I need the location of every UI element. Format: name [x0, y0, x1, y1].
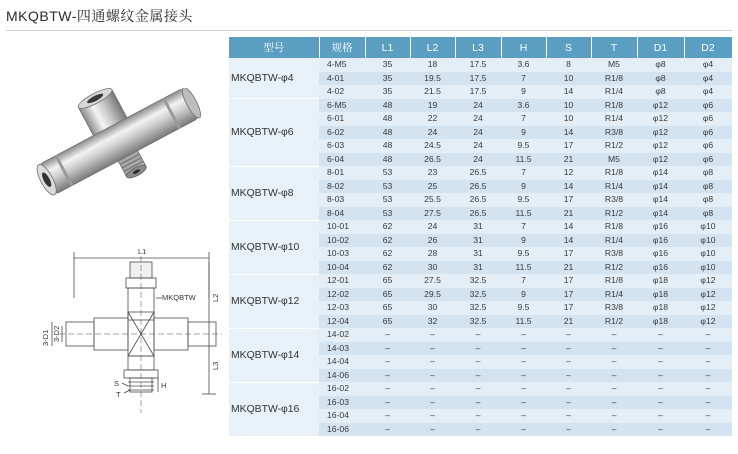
table-cell: 32.5 [455, 301, 501, 315]
table-cell: – [684, 423, 732, 437]
table-cell: – [684, 382, 732, 396]
spec-code-cell: 12-03 [319, 301, 365, 315]
table-cell: – [455, 396, 501, 410]
table-cell: 9.5 [501, 301, 546, 315]
table-row [229, 328, 732, 342]
table-cell: – [365, 328, 410, 342]
table-cell: 24 [455, 112, 501, 126]
table-cell: 32.5 [455, 315, 501, 329]
table-cell: 3.6 [501, 58, 546, 72]
table-cell: 53 [365, 166, 410, 180]
table-cell: φ14 [637, 207, 684, 221]
table-cell: – [365, 382, 410, 396]
spec-code-cell: 4-02 [319, 85, 365, 99]
table-cell: 48 [365, 126, 410, 140]
table-cell: R1/4 [591, 85, 637, 99]
spec-code-cell: 14-02 [319, 328, 365, 342]
table-cell: – [410, 423, 455, 437]
table-cell: 17.5 [455, 58, 501, 72]
table-cell: 7 [501, 166, 546, 180]
table-body [229, 58, 732, 436]
table-cell: 17.5 [455, 72, 501, 86]
table-cell: 30 [410, 301, 455, 315]
table-cell: 14 [546, 220, 591, 234]
table-cell: φ18 [637, 315, 684, 329]
spec-code-cell: 10-01 [319, 220, 365, 234]
table-cell: – [637, 396, 684, 410]
dim-t-label: T [116, 390, 121, 399]
spec-code-cell: 6-M5 [319, 99, 365, 113]
table-cell: 53 [365, 207, 410, 221]
table-cell: φ10 [684, 261, 732, 275]
model-cell: MKQBTW-φ10 [229, 220, 319, 274]
title-divider [6, 30, 732, 31]
table-cell: – [410, 355, 455, 369]
table-cell: 48 [365, 112, 410, 126]
table-cell: φ12 [637, 99, 684, 113]
table-cell: 24 [410, 220, 455, 234]
table-cell: φ10 [684, 247, 732, 261]
table-cell: 14 [546, 234, 591, 248]
table-cell: 24 [455, 126, 501, 140]
table-cell: φ12 [684, 301, 732, 315]
table-cell: – [591, 409, 637, 423]
table-cell: 26.5 [455, 166, 501, 180]
table-cell: – [637, 409, 684, 423]
table-cell: 17 [546, 274, 591, 288]
table-cell: φ12 [637, 112, 684, 126]
table-cell: φ12 [637, 139, 684, 153]
table-cell: – [591, 369, 637, 383]
table-cell: – [365, 355, 410, 369]
table-cell: φ18 [637, 288, 684, 302]
table-cell: 14 [546, 180, 591, 194]
table-cell: 48 [365, 139, 410, 153]
table-cell: 31 [455, 234, 501, 248]
table-cell: R3/8 [591, 301, 637, 315]
table-cell: φ6 [684, 139, 732, 153]
table-cell: 48 [365, 153, 410, 167]
table-cell: – [546, 342, 591, 356]
table-cell: φ16 [637, 247, 684, 261]
table-cell: 62 [365, 247, 410, 261]
table-cell: 7 [501, 112, 546, 126]
table-cell: 17 [546, 139, 591, 153]
table-cell: φ16 [637, 220, 684, 234]
column-header: L3 [455, 37, 501, 58]
table-cell: – [455, 423, 501, 437]
table-cell: 18 [410, 58, 455, 72]
table-cell: φ8 [684, 193, 732, 207]
table-cell: 8 [546, 58, 591, 72]
table-cell: – [637, 328, 684, 342]
table-cell: R1/4 [591, 112, 637, 126]
table-cell: – [455, 369, 501, 383]
column-header: L1 [365, 37, 410, 58]
table-row [229, 274, 732, 288]
table-cell: – [455, 328, 501, 342]
table-cell: 31 [455, 247, 501, 261]
table-cell: 65 [365, 288, 410, 302]
table-cell: 24.5 [410, 139, 455, 153]
spec-code-cell: 14-03 [319, 342, 365, 356]
spec-code-cell: 12-01 [319, 274, 365, 288]
table-cell: φ6 [684, 126, 732, 140]
table-cell: – [410, 396, 455, 410]
spec-code-cell: 10-04 [319, 261, 365, 275]
table-cell: 27.5 [410, 207, 455, 221]
table-cell: φ6 [684, 112, 732, 126]
table-cell: 17 [546, 247, 591, 261]
table-cell: 10 [546, 112, 591, 126]
table-cell: 21 [546, 207, 591, 221]
model-cell: MKQBTW-φ14 [229, 328, 319, 382]
column-header: H [501, 37, 546, 58]
column-header: L2 [410, 37, 455, 58]
spec-code-cell: 6-02 [319, 126, 365, 140]
table-cell: – [591, 423, 637, 437]
spec-code-cell: 10-03 [319, 247, 365, 261]
table-cell: – [684, 342, 732, 356]
table-header-row [229, 37, 732, 58]
table-cell: R1/4 [591, 288, 637, 302]
table-cell: 28 [410, 247, 455, 261]
spec-table [229, 37, 733, 437]
table-cell: 9 [501, 288, 546, 302]
table-cell: 24 [455, 153, 501, 167]
table-cell: φ12 [684, 315, 732, 329]
table-cell: φ14 [637, 180, 684, 194]
table-cell: – [410, 328, 455, 342]
table-cell: R1/2 [591, 139, 637, 153]
table-cell: R3/8 [591, 193, 637, 207]
table-cell: – [591, 382, 637, 396]
table-cell: – [455, 342, 501, 356]
table-cell: φ14 [637, 193, 684, 207]
table-cell: 21 [546, 315, 591, 329]
spec-code-cell: 8-02 [319, 180, 365, 194]
table-row [229, 58, 732, 72]
table-cell: 17 [546, 288, 591, 302]
table-cell: 3.6 [501, 99, 546, 113]
table-cell: 25.5 [410, 193, 455, 207]
table-cell: – [410, 369, 455, 383]
table-cell: – [455, 355, 501, 369]
column-header: 规格 [319, 37, 365, 58]
table-cell: – [501, 423, 546, 437]
table-cell: 30 [410, 261, 455, 275]
column-header: 型号 [229, 37, 319, 58]
table-cell: 32 [410, 315, 455, 329]
spec-code-cell: 6-01 [319, 112, 365, 126]
table-cell: 21.5 [410, 85, 455, 99]
table-cell: – [684, 328, 732, 342]
table-cell: – [546, 382, 591, 396]
table-cell: – [365, 396, 410, 410]
table-cell: 65 [365, 315, 410, 329]
table-cell: φ6 [684, 153, 732, 167]
table-cell: 21 [546, 153, 591, 167]
table-cell: 26.5 [455, 207, 501, 221]
table-cell: 26.5 [455, 180, 501, 194]
table-cell: – [546, 423, 591, 437]
table-cell: R1/8 [591, 220, 637, 234]
table-cell: 53 [365, 193, 410, 207]
spec-code-cell: 12-02 [319, 288, 365, 302]
table-cell: 26.5 [410, 153, 455, 167]
table-cell: 48 [365, 99, 410, 113]
spec-code-cell: 4-01 [319, 72, 365, 86]
dim-s-label: S [114, 379, 120, 388]
table-cell: 26 [410, 234, 455, 248]
table-cell: 25 [410, 180, 455, 194]
spec-code-cell: 8-01 [319, 166, 365, 180]
spec-code-cell: 6-03 [319, 139, 365, 153]
table-cell: – [684, 369, 732, 383]
model-cell: MKQBTW-φ6 [229, 99, 319, 167]
table-row [229, 382, 732, 396]
dim-l1-label: L1 [138, 247, 147, 256]
table-cell: φ4 [684, 72, 732, 86]
table-cell: – [684, 409, 732, 423]
column-header: S [546, 37, 591, 58]
table-cell: 32.5 [455, 274, 501, 288]
table-cell: – [365, 342, 410, 356]
table-cell: 35 [365, 58, 410, 72]
table-cell: M5 [591, 58, 637, 72]
table-cell: 26.5 [455, 193, 501, 207]
table-cell: – [637, 423, 684, 437]
table-cell: – [365, 409, 410, 423]
table-cell: – [546, 355, 591, 369]
table-cell: R3/8 [591, 247, 637, 261]
table-cell: 17 [546, 193, 591, 207]
table-cell: – [455, 409, 501, 423]
table-cell: 27.5 [410, 274, 455, 288]
table-cell: 11.5 [501, 315, 546, 329]
table-cell: 65 [365, 301, 410, 315]
table-cell: φ10 [684, 220, 732, 234]
table-cell: 11.5 [501, 207, 546, 221]
table-cell: – [684, 355, 732, 369]
table-cell: 10 [546, 72, 591, 86]
table-cell: – [501, 355, 546, 369]
table-cell: R1/8 [591, 274, 637, 288]
table-cell: – [501, 382, 546, 396]
table-cell: 31 [455, 261, 501, 275]
spec-code-cell: 6-04 [319, 153, 365, 167]
table-cell: – [501, 409, 546, 423]
table-cell: 17.5 [455, 85, 501, 99]
table-cell: 7 [501, 220, 546, 234]
table-cell: φ12 [684, 274, 732, 288]
table-cell: 29.5 [410, 288, 455, 302]
column-header: D1 [637, 37, 684, 58]
table-cell: φ12 [637, 126, 684, 140]
table-cell: – [637, 382, 684, 396]
column-header: D2 [684, 37, 732, 58]
spec-code-cell: 8-04 [319, 207, 365, 221]
model-cell: MKQBTW-φ12 [229, 274, 319, 328]
table-cell: – [637, 342, 684, 356]
table-row [229, 220, 732, 234]
table-cell: 62 [365, 261, 410, 275]
spec-code-cell: 4-M5 [319, 58, 365, 72]
table-row [229, 99, 732, 113]
spec-code-cell: 8-03 [319, 193, 365, 207]
table-cell: – [591, 342, 637, 356]
table-cell: φ8 [684, 207, 732, 221]
column-header: T [591, 37, 637, 58]
table-cell: φ4 [684, 58, 732, 72]
spec-code-cell: 14-04 [319, 355, 365, 369]
table-cell: φ8 [637, 58, 684, 72]
table-cell: 35 [365, 72, 410, 86]
spec-code-cell: 12-04 [319, 315, 365, 329]
table-cell: R1/2 [591, 261, 637, 275]
table-cell: 9.5 [501, 139, 546, 153]
table-cell: φ10 [684, 234, 732, 248]
dim-l3-label: L3 [211, 361, 220, 370]
product-photo [30, 88, 210, 203]
table-cell: 14 [546, 85, 591, 99]
table-cell: M5 [591, 153, 637, 167]
spec-code-cell: 16-04 [319, 409, 365, 423]
table-cell: φ18 [637, 274, 684, 288]
technical-drawing [4, 238, 229, 448]
part-label: MKQBTW [162, 293, 196, 302]
table-cell: 65 [365, 274, 410, 288]
table-cell: 62 [365, 234, 410, 248]
table-cell: φ16 [637, 261, 684, 275]
model-cell: MKQBTW-φ8 [229, 166, 319, 220]
table-cell: φ14 [637, 166, 684, 180]
table-cell: 9 [501, 85, 546, 99]
dim-d2-label: 3-D2 [52, 325, 61, 342]
table-cell: 24 [455, 99, 501, 113]
spec-code-cell: 16-02 [319, 382, 365, 396]
table-cell: – [410, 382, 455, 396]
spec-code-cell: 16-06 [319, 423, 365, 437]
table-cell: – [410, 342, 455, 356]
table-cell: 12 [546, 166, 591, 180]
table-cell: 14 [546, 126, 591, 140]
table-cell: 10 [546, 99, 591, 113]
table-cell: φ8 [684, 166, 732, 180]
table-cell: 9 [501, 234, 546, 248]
table-cell: 9.5 [501, 247, 546, 261]
table-cell: – [546, 396, 591, 410]
table-cell: 35 [365, 85, 410, 99]
table-cell: R1/8 [591, 99, 637, 113]
table-cell: 32.5 [455, 288, 501, 302]
table-cell: φ8 [637, 72, 684, 86]
table-cell: 62 [365, 220, 410, 234]
table-cell: φ4 [684, 85, 732, 99]
table-cell: R1/4 [591, 180, 637, 194]
table-cell: R1/4 [591, 234, 637, 248]
spec-code-cell: 10-02 [319, 234, 365, 248]
table-cell: 31 [455, 220, 501, 234]
table-cell: – [410, 409, 455, 423]
table-cell: – [546, 369, 591, 383]
table-cell: 19.5 [410, 72, 455, 86]
table-cell: – [591, 396, 637, 410]
spec-code-cell: 14-06 [319, 369, 365, 383]
table-cell: φ8 [684, 180, 732, 194]
table-cell: – [365, 423, 410, 437]
page-title: MKQBTW-四通螺纹金属接头 [6, 8, 193, 24]
table-cell: – [546, 409, 591, 423]
table-cell: – [546, 328, 591, 342]
table-cell: φ6 [684, 99, 732, 113]
table-cell: – [637, 369, 684, 383]
table-row [229, 166, 732, 180]
table-cell: 9 [501, 126, 546, 140]
table-cell: 17 [546, 301, 591, 315]
table-cell: – [365, 369, 410, 383]
table-cell: 22 [410, 112, 455, 126]
table-cell: 21 [546, 261, 591, 275]
model-cell: MKQBTW-φ16 [229, 382, 319, 436]
model-cell: MKQBTW-φ4 [229, 58, 319, 99]
table-cell: – [501, 328, 546, 342]
table-cell: φ18 [637, 301, 684, 315]
table-cell: 7 [501, 72, 546, 86]
table-cell: φ8 [637, 85, 684, 99]
table-cell: R1/8 [591, 72, 637, 86]
table-cell: – [455, 382, 501, 396]
dim-l2-label: L2 [211, 293, 220, 302]
table-cell: – [501, 369, 546, 383]
table-cell: – [591, 328, 637, 342]
dim-d1-label: 3-D1 [41, 329, 50, 346]
table-cell: 24 [410, 126, 455, 140]
table-cell: R1/8 [591, 166, 637, 180]
table-cell: R1/2 [591, 315, 637, 329]
table-cell: 9.5 [501, 193, 546, 207]
spec-code-cell: 16-03 [319, 396, 365, 410]
table-cell: 11.5 [501, 153, 546, 167]
table-cell: – [591, 355, 637, 369]
table-cell: φ12 [637, 153, 684, 167]
table-cell: 7 [501, 274, 546, 288]
table-cell: – [501, 342, 546, 356]
table-cell: – [637, 355, 684, 369]
table-cell: – [501, 396, 546, 410]
table-cell: φ12 [684, 288, 732, 302]
table-cell: 23 [410, 166, 455, 180]
table-cell: – [684, 396, 732, 410]
table-cell: 11.5 [501, 261, 546, 275]
table-cell: R1/2 [591, 207, 637, 221]
table-cell: 53 [365, 180, 410, 194]
table-cell: 24 [455, 139, 501, 153]
dim-h-label: H [161, 381, 167, 390]
table-cell: 19 [410, 99, 455, 113]
table-cell: R3/8 [591, 126, 637, 140]
table-cell: φ16 [637, 234, 684, 248]
table-cell: 9 [501, 180, 546, 194]
